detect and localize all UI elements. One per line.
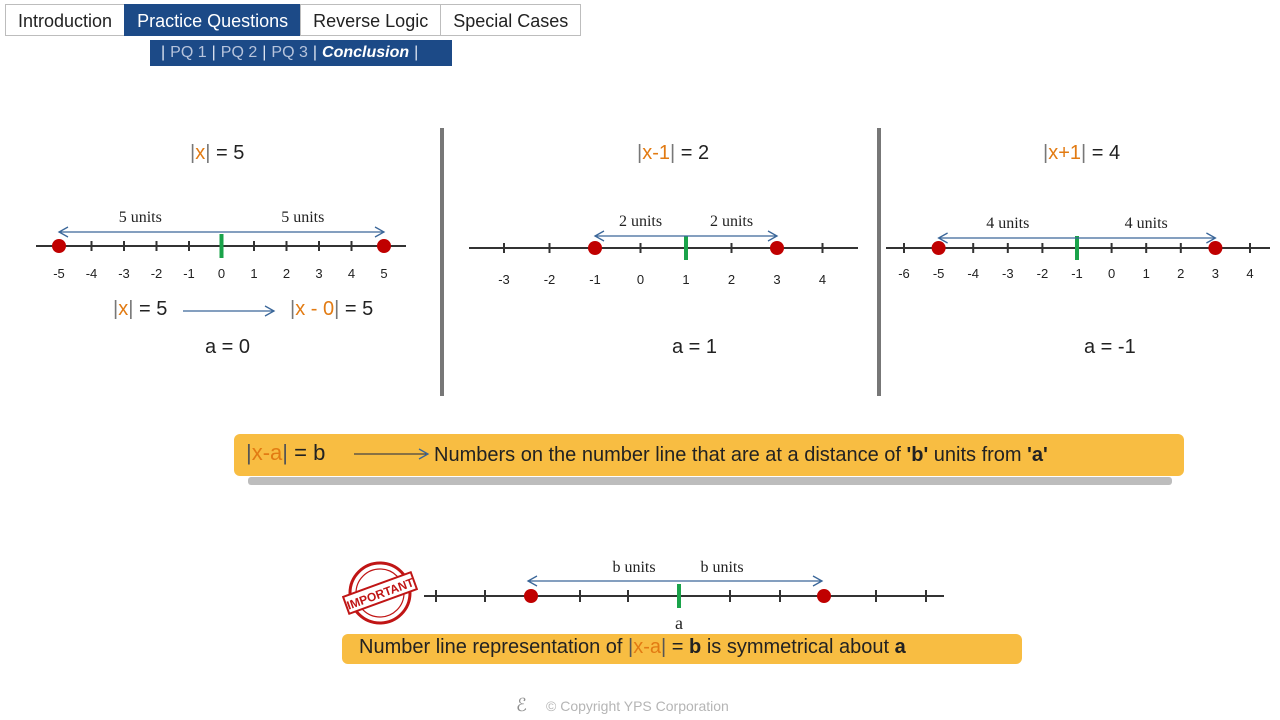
subtab-separator: | [161, 44, 166, 61]
panel1-tick-label: 4 [347, 266, 356, 281]
panel3-eq-rest: = 4 [1091, 142, 1121, 164]
panel2-eq-var: x-1 [642, 142, 670, 164]
symmetry-var: x-a [633, 636, 662, 658]
svg-text:IMPORTANT: IMPORTANT [344, 575, 416, 613]
tab-introduction[interactable]: Introduction [5, 4, 125, 36]
panel3-tick-label: 1 [1142, 266, 1150, 281]
panel3-tick-label: -1 [1071, 266, 1083, 281]
panel1-left-units-label: 5 units [118, 209, 162, 226]
panel3-tick-label: -6 [898, 266, 910, 281]
panel2-tick-label: -2 [543, 272, 556, 287]
copyright-text: © Copyright YPS Corporation [546, 698, 729, 714]
subtab-separator: | [262, 44, 267, 61]
general-center-label: a [675, 613, 683, 633]
panel2-right-point [770, 241, 784, 255]
rule-text-prefix: Numbers on the number line that are at a distance of [434, 444, 907, 466]
subtab-separator: | [414, 44, 419, 61]
tab-special-cases[interactable]: Special Cases [440, 4, 581, 36]
panel1-tick-label: 2 [282, 266, 291, 281]
panel3-tick-label: 0 [1107, 266, 1116, 281]
panel1-tick-label: 5 [380, 266, 388, 281]
panel1-eq-rest: = 5 [215, 142, 245, 164]
panel1-tick-label: -4 [85, 266, 98, 281]
rule-text-mid: units from [928, 444, 1028, 466]
panel2-tick-label: 0 [636, 272, 645, 287]
panel1-tick-label: 3 [315, 266, 323, 281]
general-left-units-label: b units [612, 559, 656, 576]
general-right-units-label: b units [700, 559, 744, 576]
subtab-separator: | [312, 44, 318, 61]
rule-text-a: 'a' [1027, 444, 1048, 466]
panel3-right-units-label: 4 units [1124, 215, 1168, 232]
panel3-left-point [932, 241, 946, 255]
subtab-pq1[interactable]: PQ 1 [170, 44, 207, 61]
panel2-a-label: a = 1 [672, 336, 718, 358]
rule-lhs-rest: = b [294, 440, 326, 465]
symmetry-eq: = [666, 636, 690, 658]
panel1-a-label: a = 0 [205, 336, 251, 358]
panel3-tick-label: 4 [1246, 266, 1254, 281]
panel2-right-units-label: 2 units [709, 213, 754, 230]
panel1-transform-lhs: |x| = 5 [113, 298, 168, 320]
panel3-left-units-label: 4 units [986, 215, 1030, 232]
panel1-tick-label: 0 [217, 266, 226, 281]
panel3-equation: |x+1| = 4 [1043, 142, 1121, 164]
panel1-right-point [377, 239, 391, 253]
panel2-equation: |x-1| = 2 [637, 142, 710, 164]
symmetry-a: a [894, 636, 906, 658]
panel1-transform-rhs-rest: = 5 [344, 298, 374, 320]
panel1-transform-lhs-rest: = 5 [138, 298, 168, 320]
tab-reverse-logic[interactable]: Reverse Logic [300, 4, 441, 36]
panel2-tick-label: 2 [727, 272, 736, 287]
panel3-tick-label: -2 [1036, 266, 1049, 281]
panel2-tick-label: -3 [498, 272, 510, 287]
rule-lhs-var: x-a [251, 440, 283, 465]
subtab-pq2[interactable]: PQ 2 [220, 44, 258, 61]
symmetry-text: Number line representation of |x-a| = b is symmetrical about a [359, 636, 906, 658]
panel1-tick-label: -2 [150, 266, 163, 281]
panel2-tick-label: 1 [682, 272, 690, 287]
panel2-left-units-label: 2 units [618, 213, 663, 230]
subtab-pq3[interactable]: PQ 3 [271, 44, 308, 61]
panel3-tick-label: -5 [932, 266, 945, 281]
panel1-tick-label: 1 [250, 266, 258, 281]
panel3-a-label: a = -1 [1084, 336, 1136, 358]
panel2-tick-label: -1 [589, 272, 601, 287]
panel2-left-point [588, 241, 602, 255]
panel3-tick-label: 2 [1177, 266, 1185, 281]
subtab-separator: | [211, 44, 216, 61]
panel3-tick-label: 3 [1211, 266, 1220, 281]
general-left-point [524, 589, 538, 603]
ypsilon-logo-icon: ℰ [516, 695, 527, 715]
panel1-tick-label: -1 [183, 266, 195, 281]
general-right-point [817, 589, 831, 603]
panel2-eq-rest: = 2 [680, 142, 710, 164]
panel1-equation: |x| = 5 [190, 142, 245, 164]
panel1-transform-rhs: |x - 0| = 5 [290, 298, 374, 320]
panel3-tick-label: -4 [967, 266, 979, 281]
panel1-left-point [52, 239, 66, 253]
panel1-eq-var: x [195, 142, 206, 164]
subtab-conclusion[interactable]: Conclusion [322, 44, 410, 61]
rule-text-b: 'b' [906, 444, 929, 466]
rule-lhs: |x-a| = b [246, 440, 326, 465]
panel1-right-units-label: 5 units [281, 209, 325, 226]
panel1-transform-lhs-var: x [118, 298, 129, 320]
symmetry-mid: is symmetrical about [701, 636, 895, 658]
panel1-transform-rhs-var: x - 0 [295, 298, 335, 320]
panel1-tick-label: -3 [118, 266, 130, 281]
panel1-tick-label: -5 [53, 266, 65, 281]
symmetry-b: b [689, 636, 702, 658]
panel3-right-point [1208, 241, 1222, 255]
panel2-tick-label: 3 [773, 272, 781, 287]
tab-practice-questions[interactable]: Practice Questions [124, 4, 301, 36]
panel3-tick-label: -3 [1002, 266, 1014, 281]
symmetry-prefix: Number line representation of [359, 636, 629, 658]
panel2-tick-label: 4 [818, 272, 827, 287]
panel3-eq-var: x+1 [1048, 142, 1082, 164]
